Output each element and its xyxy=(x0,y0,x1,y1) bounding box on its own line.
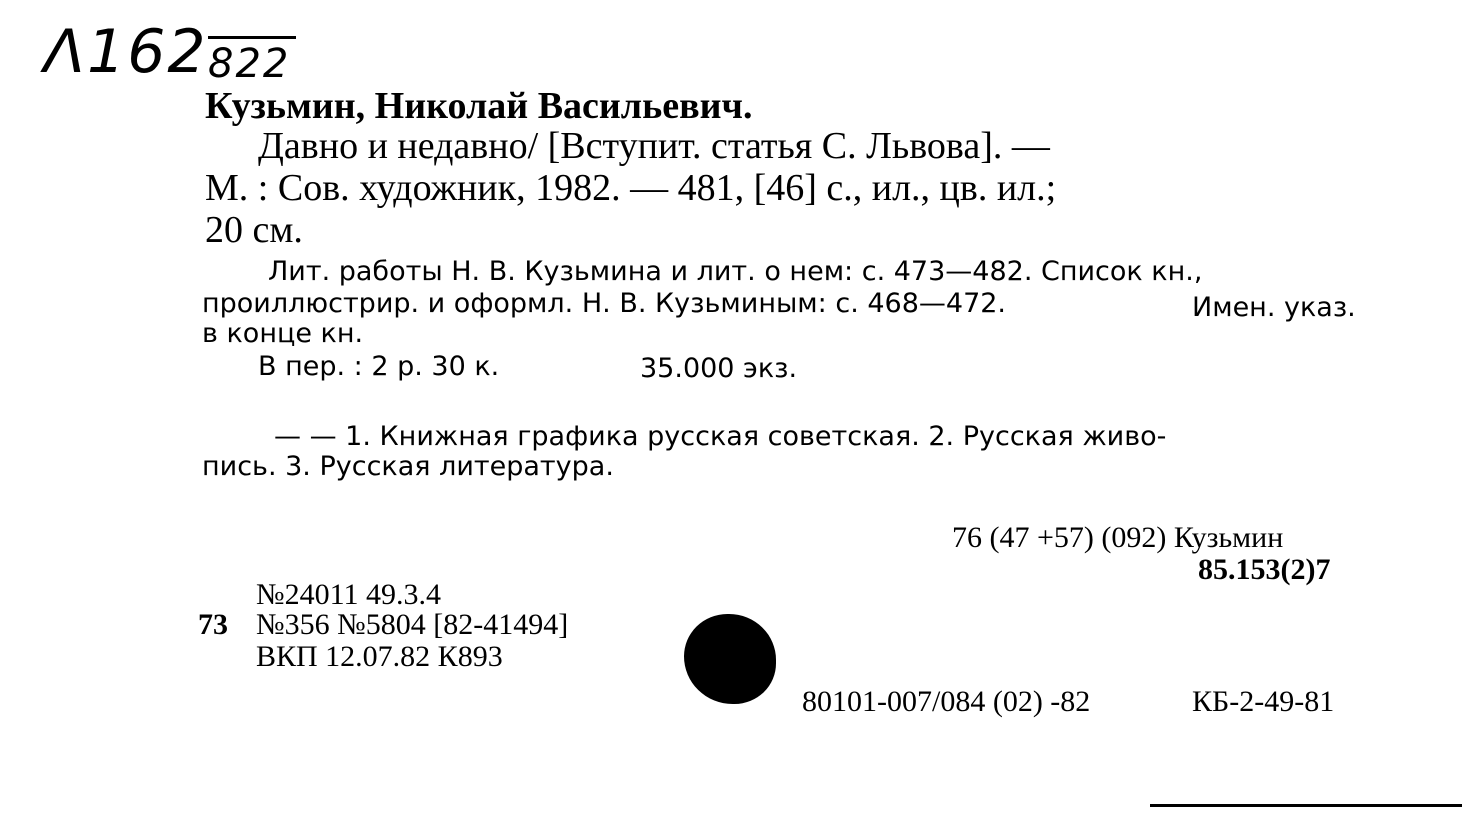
subjects-line-2: пись. 3. Русская литература. xyxy=(202,451,614,482)
ink-blot xyxy=(684,614,776,704)
service-line-2-prefix: 73 xyxy=(198,608,228,641)
price-binding: В пер. : 2 р. 30 к. xyxy=(258,351,500,382)
author-heading: Кузьмин, Николай Васильевич. xyxy=(205,85,753,127)
scan-edge-line xyxy=(1150,804,1462,807)
note-line-2: проиллюстрир. и оформл. Н. В. Кузьминым: с. 468—472. xyxy=(202,288,1007,319)
title-line-3: 20 см. xyxy=(205,209,303,251)
note-line-1: Лит. работы Н. В. Кузьмина и лит. о нем: с. 473—482. Список кн., xyxy=(268,256,1203,287)
udc-index: 76 (47 +57) (092) Кузьмин xyxy=(952,521,1284,554)
note-line-3: в конце кн. xyxy=(202,318,364,349)
handwritten-inventory-number: 822 xyxy=(208,41,291,87)
service-line-3: ВКП 12.07.82 К893 xyxy=(256,640,503,673)
handwritten-overline xyxy=(208,36,296,39)
title-line-1: Давно и недавно/ [Вступит. статья С. Львова]. — xyxy=(258,125,1050,167)
note-line-2b: Имен. указ. xyxy=(1192,292,1356,323)
service-line-2: №356 №5804 [82-41494] xyxy=(256,608,569,641)
subjects-line-1: — — 1. Книжная графика русская советская. 2. Русская живо- xyxy=(274,421,1167,452)
publication-code: 80101-007/084 (02) -82 xyxy=(802,685,1091,718)
handwritten-call-number: Λ162 xyxy=(44,17,208,87)
print-run: 35.000 экз. xyxy=(640,353,798,384)
kb-code: КБ-2-49-81 xyxy=(1192,685,1335,718)
bbk-index: 85.153(2)7 xyxy=(1198,553,1331,586)
service-line-1: №24011 49.3.4 xyxy=(256,578,442,611)
title-line-2: М. : Сов. художник, 1982. — 481, [46] с., ил., цв. ил.; xyxy=(205,167,1057,209)
